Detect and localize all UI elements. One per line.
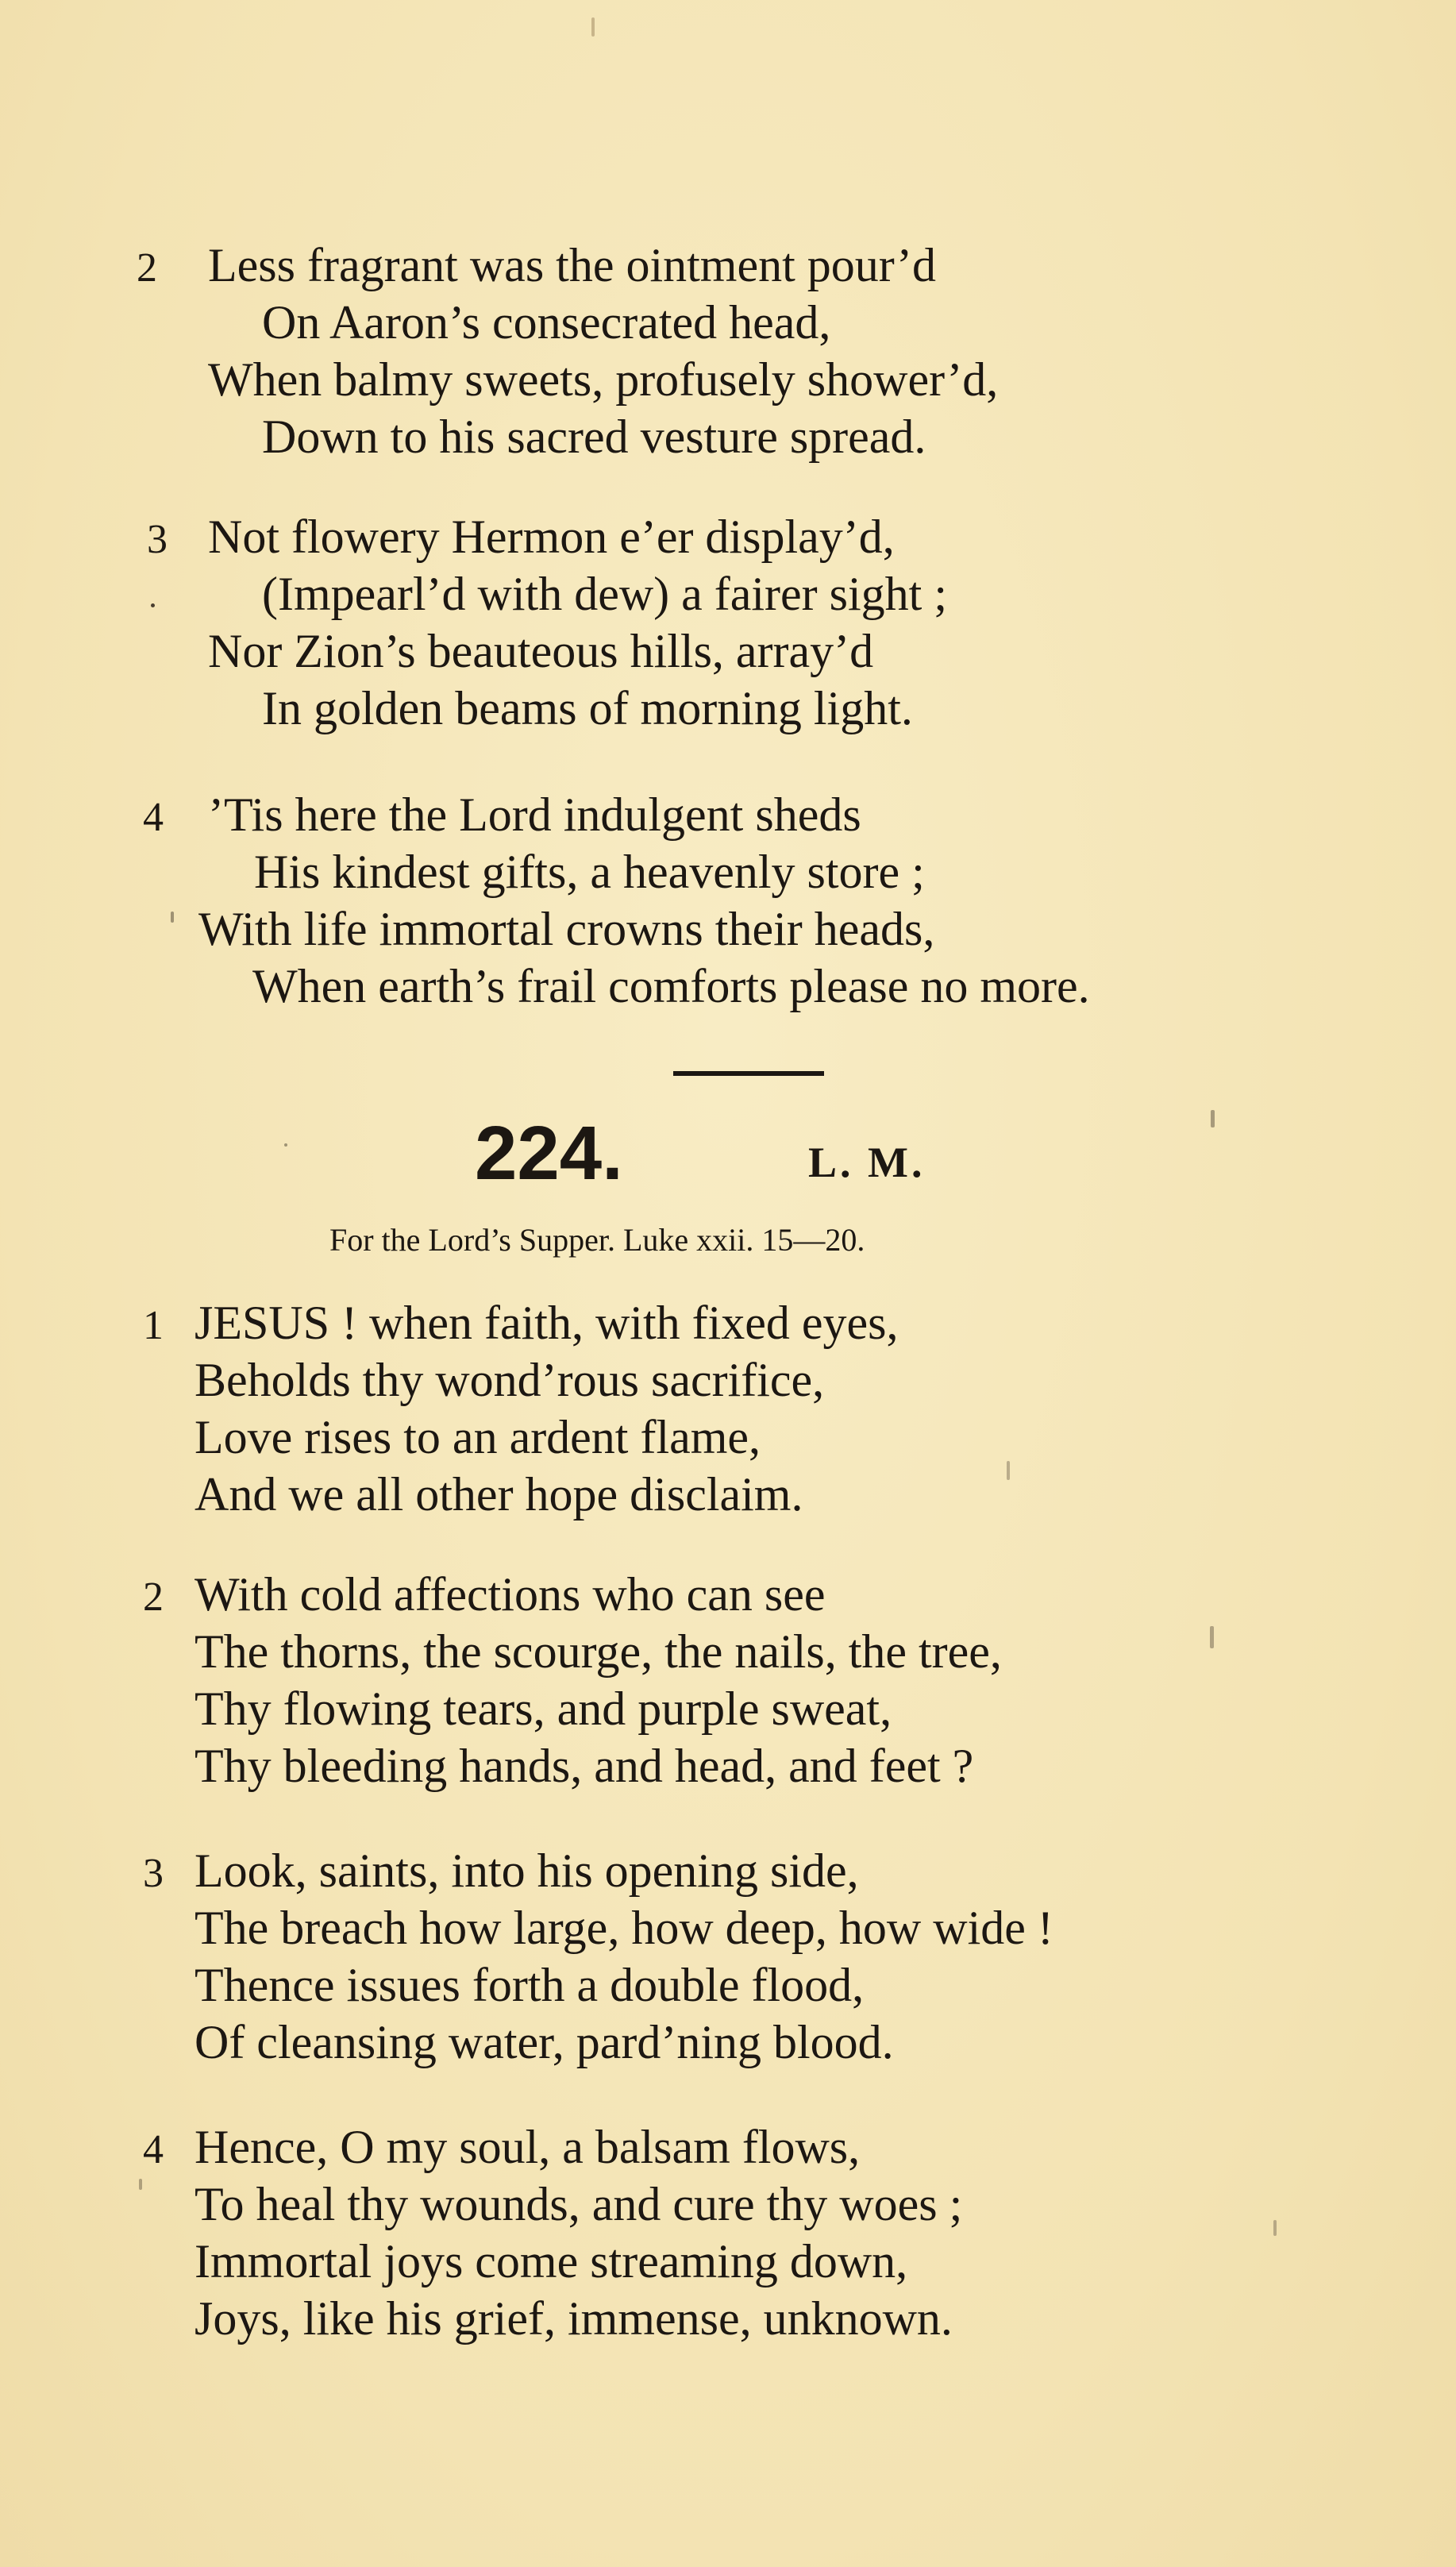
ink-speck (1210, 1626, 1214, 1648)
hymn-subtitle: For the Lord’s Supper. Luke xxii. 15—20. (329, 1222, 865, 1258)
verse-line: And we all other hope disclaim. (195, 1468, 803, 1521)
verse-line: (Impearl’d with dew) a fairer sight ; (262, 568, 947, 620)
hymn-meter: L. M. (808, 1139, 926, 1186)
stanza-number: 1 (143, 1303, 164, 1348)
ink-speck (1211, 1110, 1215, 1127)
verse-line: Thy bleeding hands, and head, and feet ? (195, 1740, 974, 1792)
stanza-number: 2 (137, 245, 157, 291)
verse-line: The breach how large, how deep, how wide ! (195, 1902, 1053, 1954)
verse-line: Thence issues forth a double flood, (195, 1959, 865, 2011)
ink-speck (139, 2179, 142, 2190)
ink-speck (151, 603, 155, 607)
verse-line: ’Tis here the Lord indulgent sheds (208, 788, 861, 841)
verse-line: The thorns, the scourge, the nails, the tree, (195, 1625, 1002, 1678)
ink-speck (284, 1143, 287, 1147)
verse-line: With cold affections who can see (195, 1568, 826, 1621)
section-divider (673, 1071, 824, 1076)
stanza-number: 3 (147, 517, 168, 562)
verse-line: On Aaron’s consecrated head, (262, 296, 831, 349)
verse-line: His kindest gifts, a heavenly store ; (254, 846, 925, 898)
stanza-number: 2 (143, 1575, 164, 1620)
verse-line: When balmy sweets, profusely shower’d, (208, 353, 999, 406)
stanza-number: 4 (143, 795, 164, 840)
stanza-number: 4 (143, 2127, 164, 2172)
verse-line: Thy flowing tears, and purple sweat, (195, 1682, 892, 1735)
verse-line: Hence, O my soul, a balsam flows, (195, 2121, 861, 2173)
ink-speck (171, 912, 174, 923)
verse-line: JESUS ! when faith, with fixed eyes, (195, 1297, 899, 1349)
ink-speck (1273, 2220, 1277, 2236)
verse-line: Beholds thy wond’rous sacrifice, (195, 1354, 825, 1406)
verse-line: Down to his sacred vesture spread. (262, 410, 926, 463)
verse-line: Immortal joys come streaming down, (195, 2235, 908, 2288)
verse-line: Not flowery Hermon e’er display’d, (208, 511, 895, 563)
verse-line: Of cleansing water, pard’ning blood. (195, 2016, 894, 2068)
hymn-number: 224. (475, 1111, 623, 1196)
verse-line: In golden beams of morning light. (262, 682, 913, 734)
verse-line: Less fragrant was the ointment pour’d (208, 239, 936, 291)
verse-line: Nor Zion’s beauteous hills, array’d (208, 625, 874, 677)
verse-line: When earth’s frail comforts please no more. (252, 960, 1090, 1012)
verse-line: Look, saints, into his opening side, (195, 1844, 859, 1897)
stanza-number: 3 (143, 1851, 164, 1896)
verse-line: Love rises to an ardent flame, (195, 1411, 761, 1463)
page-mark (591, 17, 595, 37)
verse-line: Joys, like his grief, immense, unknown. (195, 2292, 953, 2345)
verse-line: With life immortal crowns their heads, (198, 903, 935, 955)
verse-line: To heal thy wounds, and cure thy woes ; (195, 2178, 963, 2230)
ink-speck (1007, 1461, 1010, 1480)
